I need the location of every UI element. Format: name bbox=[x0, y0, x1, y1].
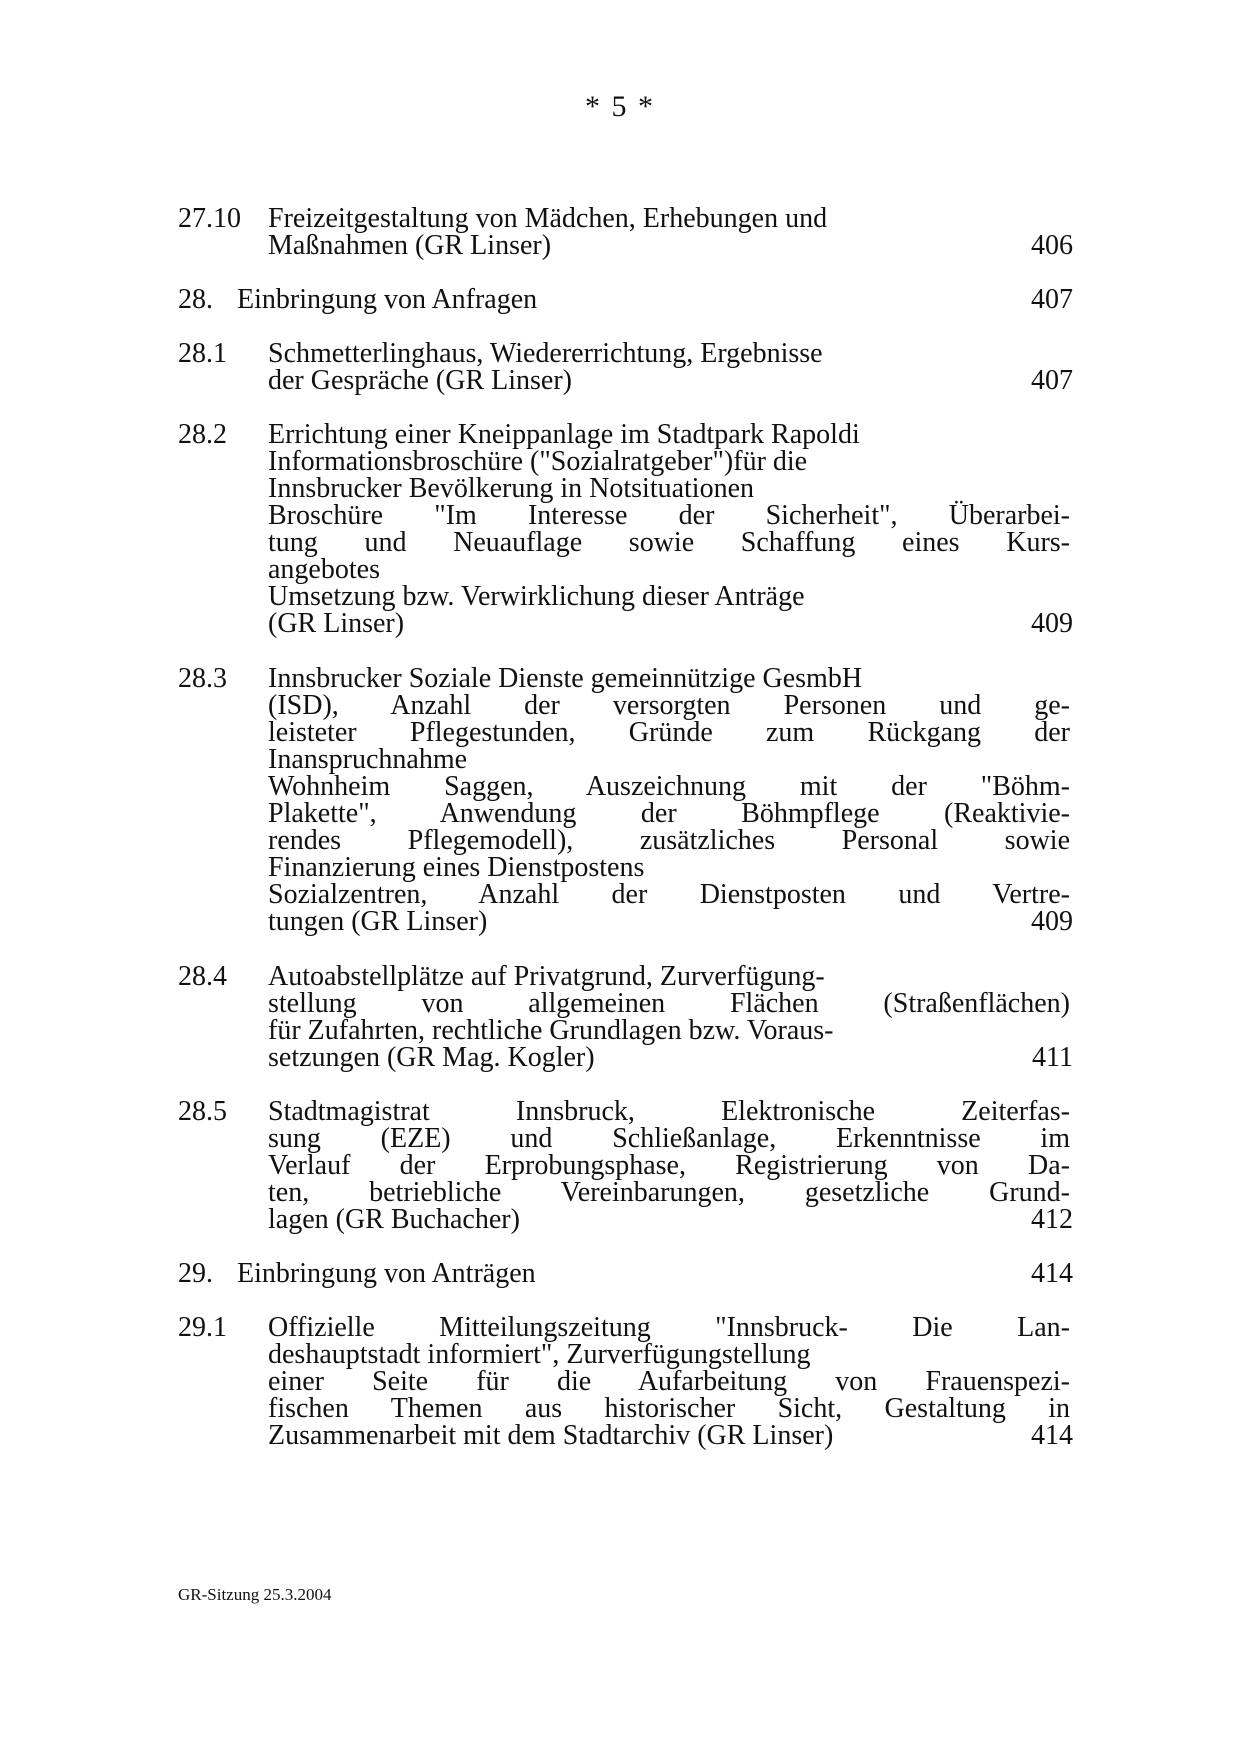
entry-line: Verlauf der Erprobungsphase, Registrierung von Da- bbox=[268, 1150, 1070, 1181]
entry-line: rendes Pflegemodell), zusätzliches Personal sowie bbox=[268, 825, 1070, 856]
entry-text bbox=[268, 205, 1070, 259]
entry-text bbox=[268, 1098, 1070, 1233]
entry-page: 411 bbox=[1032, 1042, 1073, 1073]
entry-text bbox=[268, 665, 1070, 935]
page-number: * 5 * bbox=[585, 90, 655, 123]
entry-text bbox=[268, 1314, 1070, 1449]
entry-number: 29.1 bbox=[178, 1312, 227, 1343]
entry-line: fischen Themen aus historischer Sicht, Gestaltung in bbox=[268, 1393, 1070, 1424]
entry-text bbox=[268, 963, 1070, 1071]
entry-line: setzungen (GR Mag. Kogler) bbox=[268, 1042, 595, 1073]
entry-line: sung (EZE) und Schließanlage, Erkenntnisse im bbox=[268, 1123, 1070, 1154]
entry-line: Einbringung von Anfragen bbox=[237, 284, 538, 315]
entry-line: Umsetzung bzw. Verwirklichung dieser Anträge bbox=[268, 581, 805, 612]
entry-page: 412 bbox=[1031, 1204, 1073, 1235]
entry-line: Maßnahmen (GR Linser) bbox=[268, 230, 552, 261]
entry-line: der Gespräche (GR Linser) bbox=[268, 365, 572, 396]
entry-line: Offizielle Mitteilungszeitung "Innsbruck- Die Lan- bbox=[268, 1312, 1070, 1343]
entry-page: 414 bbox=[1031, 1420, 1073, 1451]
entry-line: (GR Linser) bbox=[268, 608, 405, 639]
entry-line: Errichtung einer Kneippanlage im Stadtpark Rapoldi bbox=[268, 419, 860, 450]
entry-page: 409 bbox=[1031, 608, 1073, 639]
entry-line: Inanspruchnahme bbox=[268, 744, 468, 775]
entry-line: Plakette", Anwendung der Böhmpflege (Reaktivie- bbox=[268, 798, 1070, 829]
entry-text bbox=[237, 1260, 1039, 1287]
entry-page: 407 bbox=[1031, 365, 1073, 396]
entry-line: Sozialzentren, Anzahl der Dienstposten und Vertre- bbox=[268, 879, 1070, 910]
entry-line: leisteter Pflegestunden, Gründe zum Rückgang der bbox=[268, 717, 1070, 748]
entry-line: tung und Neuauflage sowie Schaffung eines Kurs- bbox=[268, 527, 1070, 558]
entry-line: Innsbrucker Soziale Dienste gemeinnützige GesmbH bbox=[268, 663, 863, 694]
entry-line: angebotes bbox=[268, 554, 380, 585]
entry-number: 28.2 bbox=[178, 419, 227, 450]
entry-line: Finanzierung eines Dienstpostens bbox=[268, 852, 645, 883]
entry-page: 409 bbox=[1031, 906, 1073, 937]
entry-number: 28. bbox=[178, 284, 213, 315]
entry-line: Autoabstellplätze auf Privatgrund, Zurverfügung- bbox=[268, 961, 825, 992]
entry-line: Wohnheim Saggen, Auszeichnung mit der "Böhm- bbox=[268, 771, 1070, 802]
entry-line: stellung von allgemeinen Flächen (Straßenflächen) bbox=[268, 988, 1070, 1019]
entry-line: Broschüre "Im Interesse der Sicherheit", Überarbei- bbox=[268, 500, 1070, 531]
entry-number: 28.1 bbox=[178, 338, 227, 369]
entry-line: Schmetterlinghaus, Wiedererrichtung, Ergebnisse bbox=[268, 338, 823, 369]
entry-page: 406 bbox=[1031, 230, 1073, 261]
entry-number: 28.5 bbox=[178, 1096, 227, 1127]
entry-line: für Zufahrten, rechtliche Grundlagen bzw. Voraus- bbox=[268, 1015, 834, 1046]
entry-line: einer Seite für die Aufarbeitung von Frauenspezi- bbox=[268, 1366, 1070, 1397]
entry-line: deshauptstadt informiert", Zurverfügungstellung bbox=[268, 1339, 811, 1370]
entry-line: Freizeitgestaltung von Mädchen, Erhebungen und bbox=[268, 203, 828, 234]
entry-text bbox=[237, 286, 1039, 313]
entry-number: 28.4 bbox=[178, 961, 227, 992]
entry-line: Innsbrucker Bevölkerung in Notsituationen bbox=[268, 473, 755, 504]
entry-page: 407 bbox=[1031, 284, 1073, 315]
entry-number: 28.3 bbox=[178, 663, 227, 694]
entry-line: ten, betriebliche Vereinbarungen, gesetzliche Grund- bbox=[268, 1177, 1070, 1208]
entry-line: Einbringung von Anträgen bbox=[237, 1258, 536, 1289]
entry-page: 414 bbox=[1031, 1258, 1073, 1289]
entry-number: 29. bbox=[178, 1258, 213, 1289]
entry-line: Stadtmagistrat Innsbruck, Elektronische Zeiterfas- bbox=[268, 1096, 1070, 1127]
entry-line: Informationsbroschüre ("Sozialratgeber")für die bbox=[268, 446, 808, 477]
entry-text bbox=[268, 340, 1070, 394]
entry-text bbox=[268, 421, 1070, 637]
entry-number: 27.10 bbox=[178, 203, 241, 234]
entry-line: (ISD), Anzahl der versorgten Personen und ge- bbox=[268, 690, 1070, 721]
entry-line: lagen (GR Buchacher) bbox=[268, 1204, 520, 1235]
footer-session-date: GR-Sitzung 25.3.2004 bbox=[178, 1585, 332, 1604]
entry-line: tungen (GR Linser) bbox=[268, 906, 488, 937]
entry-line: Zusammenarbeit mit dem Stadtarchiv (GR Linser) bbox=[268, 1420, 834, 1451]
